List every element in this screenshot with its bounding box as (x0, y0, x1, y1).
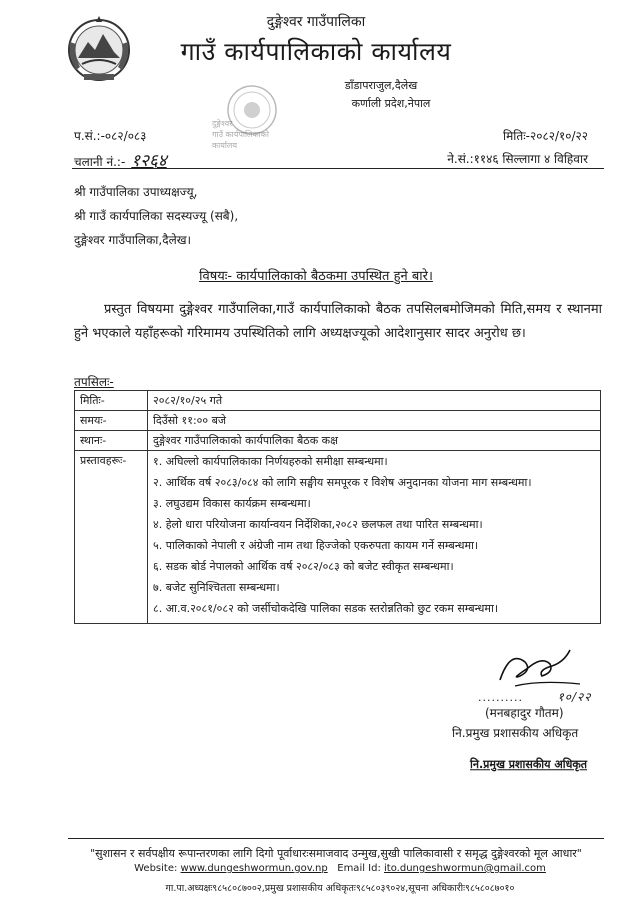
table-row (75, 451, 601, 624)
footer-contact-web (70, 863, 610, 874)
table-row (75, 431, 601, 451)
list-item: १. अघिल्लो कार्यपालिकाका निर्णयहरुको समीक्षा सम्बन्धमा। (153, 455, 388, 468)
designation-stamp: नि.प्रमुख प्रशासकीय अधिकृत (470, 757, 588, 772)
subject-text: विषयः- कार्यपालिकाको बैठकमा उपस्थित हुने बारे। (199, 269, 433, 284)
website-link[interactable]: www.dungeshwormun.gov.np (180, 863, 328, 874)
municipality-name: दुङ्गेश्वर गाउँपालिका (266, 14, 366, 30)
addressee-line: दुङ्गेश्वर गाउँपालिका,दैलेख। (74, 233, 192, 247)
nepal-sambat-date: ने.सं.:११४६ सिल्लागा ४ विहिवार (447, 152, 588, 166)
footer-phone-numbers: गा.पा.अध्यक्षः९८५८०८७००२,प्रमुख प्रशासकीय अधिकृतः९८५८०३९०२४,सूचना अधिकारीः९८५८०८७०१० (165, 883, 515, 894)
stamp-line: दुङ्गेश्वर (212, 119, 233, 128)
list-item: ५. पालिकाको नेपाली र अंग्रेजी नाम तथा हिज्जेको एकरुपता कायम गर्ने सम्बन्धमा। (153, 539, 479, 552)
header-divider (72, 168, 604, 169)
schedule-value: २०८२/१०/२५ गते (148, 391, 601, 411)
schedule-label: स्थानः- (75, 431, 148, 451)
reference-number: प.सं.:-०८२/०८३ (74, 129, 147, 143)
signature-line (478, 688, 591, 705)
stamp-line: कार्यालय (212, 141, 237, 150)
signature-dots: .......... (478, 691, 523, 704)
signatory-name: (मनबहादुर गौतम) (485, 706, 564, 720)
list-item: २. आर्थिक वर्ष २०८३/०८४ को लागि सङ्घीय समपूरक र विशेष अनुदानका योजना माग सम्बन्धमा। (153, 476, 532, 489)
body-paragraph: प्रस्तुत विषयमा दुङ्गेश्वर गाउँपालिका,गाउँ कार्यपालिकाको बैठक तपसिलबमोजिमको मिति,समय र स्थानमा हुने भएकाले यहाँहरूको गरिमामय उपस्थितिको लागि अध्यक्षज्यूको आदेशानुसार सादर अनुरोध छ। (74, 302, 602, 341)
table-row (75, 391, 601, 411)
list-item: ३. लघुउद्यम विकास कार्यक्रम सम्बन्धमा। (153, 497, 311, 510)
list-item: ७. बजेट सुनिश्चितता सम्बन्धमा। (153, 581, 280, 594)
schedule-label: मितिः- (75, 391, 148, 411)
addressee-line: श्री गाउँ कार्यपालिका सदस्यज्यू (सबै), (74, 209, 239, 223)
list-item: ६. सडक बोर्ड नेपालको आर्थिक वर्ष २०८२/०८३ को बजेट स्वीकृत सम्बन्धमा। (153, 560, 454, 573)
website-label: Website: (134, 863, 178, 874)
schedule-label: समयः- (75, 411, 148, 431)
addressee-line: श्री गाउँपालिका उपाध्यक्षज्यू, (74, 185, 198, 199)
schedule-table (74, 390, 601, 624)
email-label: Email Id: (337, 863, 381, 874)
stamp-line: गाउँ कार्यपालिकाको (212, 130, 269, 139)
letter-date: मितिः-२०८२/१०/२२ (503, 129, 588, 143)
table-row (75, 411, 601, 431)
list-item: ४. हेलो धारा परियोजना कार्यान्वयन निर्देशिका,२०८२ छलफल तथा पारित सम्बन्धमा। (153, 518, 483, 531)
office-place: डाँडापराजुल,दैलेख (344, 79, 418, 92)
office-province: कर्णाली प्रदेश,नेपाल (351, 97, 431, 110)
signature-date: १०/२२ (557, 690, 592, 704)
schedule-heading: तपसिलः- (74, 375, 114, 389)
dispatch-label: चलानी नं.:- (74, 155, 126, 169)
signatory-title: नि.प्रमुख प्रशासकीय अधिकृत (452, 726, 579, 740)
email-link[interactable]: ito.dungeshwormun@gmail.com (384, 863, 546, 874)
footer-slogan: "सुशासन र सर्वपक्षीय रूपान्तरणका लागि दिगो पूर्वाधारःसमाजवाद उन्मुख,सुखी पालिकावासी र समृद्ध दुङ्गेश्वरको मूल आधार" (90, 847, 582, 860)
dispatch-value: १२६४ (131, 151, 167, 171)
schedule-label: प्रस्तावहरूः- (75, 451, 148, 624)
office-title: गाउँ कार्यपालिकाको कार्यालय (180, 37, 452, 66)
list-item: ८. आ.व.२०८१/०८२ को जर्सीचोकदेखि पालिका सडक स्तरोन्नतिको छुट रकम सम्बन्धमा। (153, 602, 499, 615)
footer-divider (68, 838, 604, 839)
stamp-lettering (212, 118, 302, 151)
subject-line (0, 266, 632, 284)
schedule-value: दुङ्गेश्वर गाउँपालिकाको कार्यपालिका बैठक कक्ष (148, 431, 601, 451)
proposal-list (148, 451, 601, 624)
schedule-value: दिउँसो ११:०० बजे (148, 411, 601, 431)
